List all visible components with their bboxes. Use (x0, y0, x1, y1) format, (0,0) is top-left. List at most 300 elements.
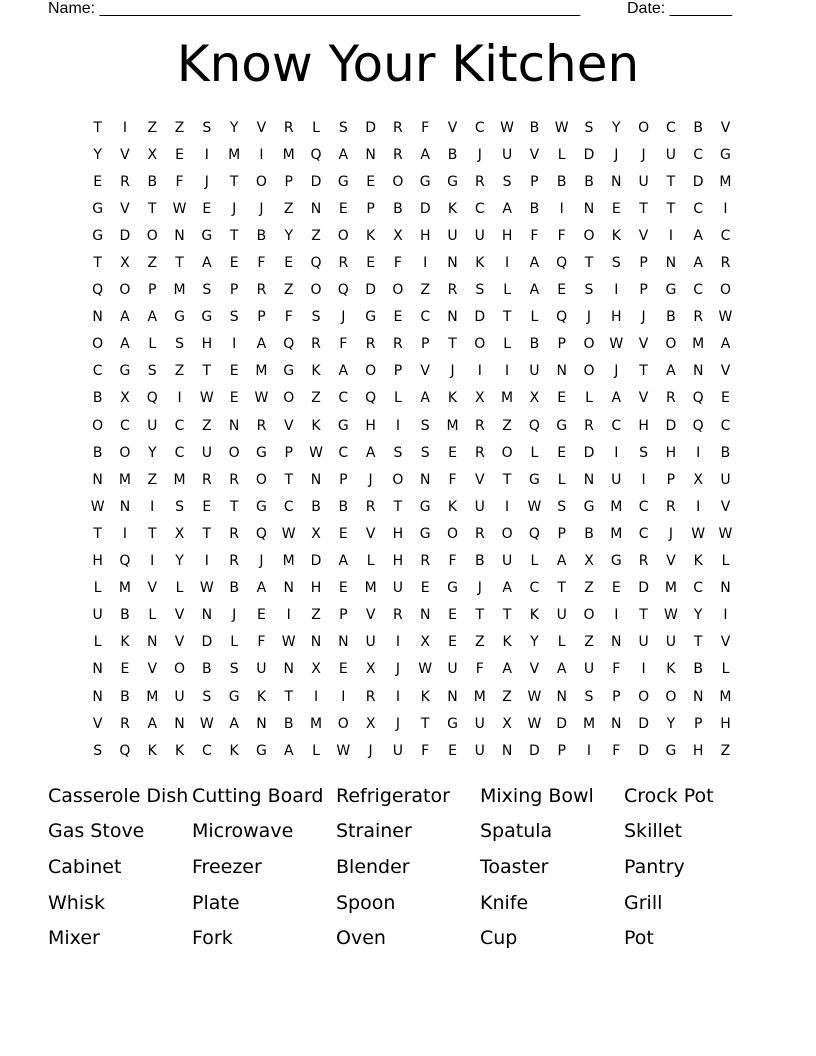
grid-letter: D (692, 173, 704, 190)
grid-letter: B (147, 173, 158, 190)
grid-letter: Y (93, 146, 102, 163)
grid-letter: E (448, 742, 457, 759)
grid-letter: I (232, 336, 237, 353)
grid-letter: H (310, 580, 322, 597)
grid-letter: G (419, 498, 431, 515)
grid-letter: U (256, 661, 267, 678)
grid-letter: C (120, 417, 130, 434)
word-bank-item: Strainer (336, 820, 412, 843)
grid-letter: H (638, 417, 649, 434)
grid-letter: M (664, 580, 677, 597)
grid-letter: Y (229, 119, 239, 136)
grid-letter: E (93, 173, 103, 190)
grid-letter: Q (692, 390, 704, 407)
grid-letter: D (638, 742, 649, 759)
grid-letter: T (284, 471, 293, 488)
grid-letter: I (723, 200, 728, 217)
grid-letter: U (474, 715, 485, 732)
word-bank-item: Spoon (336, 891, 396, 914)
grid-letter: T (639, 607, 648, 624)
grid-letter: R (365, 336, 376, 353)
grid-letter: R (229, 471, 239, 488)
grid-letter: R (393, 119, 403, 136)
grid-letter: C (201, 742, 212, 759)
grid-letter: G (447, 173, 458, 190)
grid-letter: D (201, 634, 213, 651)
grid-letter: I (395, 688, 400, 705)
grid-letter: G (256, 444, 267, 461)
grid-letter: N (147, 634, 158, 651)
grid-letter: N (447, 309, 458, 326)
grid-letter: E (229, 390, 239, 407)
grid-letter: O (337, 715, 349, 732)
grid-letter: Q (692, 417, 704, 434)
grid-letter: R (311, 336, 321, 353)
grid-letter: S (502, 173, 512, 190)
grid-letter: G (610, 553, 622, 570)
grid-letter: Z (174, 363, 185, 380)
grid-letter: Z (502, 417, 512, 434)
grid-letter: E (557, 444, 567, 461)
grid-letter: Z (147, 255, 158, 272)
grid-letter: V (638, 390, 649, 407)
grid-letter: O (501, 444, 513, 461)
grid-letter: G (228, 688, 240, 705)
grid-letter: P (393, 363, 403, 380)
word-bank-item: Casserole Dish (48, 784, 189, 807)
grid-letter: K (311, 363, 321, 380)
grid-letter: T (639, 200, 648, 217)
grid-letter: L (148, 336, 157, 353)
grid-letter: R (638, 553, 649, 570)
grid-letter: F (339, 336, 348, 353)
grid-letter: R (447, 282, 458, 299)
grid-letter: X (420, 634, 430, 651)
grid-letter: B (311, 498, 321, 515)
grid-letter: Q (310, 146, 322, 163)
grid-letter: D (638, 580, 649, 597)
grid-letter: C (665, 119, 676, 136)
grid-letter: H (92, 553, 103, 570)
grid-letter: Z (283, 282, 294, 299)
grid-letter: Q (92, 282, 104, 299)
grid-letter: T (666, 173, 676, 190)
grid-letter: L (503, 336, 511, 353)
grid-letter: P (366, 200, 375, 217)
grid-letter: W (527, 715, 542, 732)
grid-letter: Z (475, 634, 485, 651)
grid-letter: T (420, 715, 430, 732)
grid-letter: C (720, 227, 731, 244)
grid-letter: I (614, 444, 619, 461)
grid-letter: T (393, 498, 403, 515)
grid-letter: U (501, 553, 513, 570)
grid-letter: M (610, 498, 623, 515)
grid-letter: U (501, 146, 513, 163)
grid-letter: M (501, 390, 514, 407)
grid-letter: N (283, 580, 294, 597)
grid-letter: N (201, 607, 213, 624)
grid-letter: J (204, 173, 209, 190)
grid-letter: E (557, 390, 567, 407)
grid-letter: A (283, 742, 294, 759)
grid-letter: T (284, 688, 293, 705)
grid-letter: W (500, 119, 515, 136)
grid-letter: O (392, 282, 404, 299)
grid-letter: L (530, 553, 539, 570)
grid-letter: J (614, 363, 619, 380)
grid-letter: O (119, 444, 131, 461)
grid-letter: W (309, 444, 323, 461)
grid-letter: W (281, 634, 296, 651)
grid-letter: N (692, 363, 704, 380)
grid-letter: S (338, 119, 348, 136)
grid-letter: M (309, 715, 323, 732)
grid-letter: P (284, 444, 293, 461)
grid-letter: K (174, 742, 185, 759)
grid-letter: V (529, 146, 540, 163)
grid-letter: J (341, 309, 346, 326)
word-bank-item: Cutting Board (192, 784, 324, 807)
grid-letter: K (666, 661, 676, 678)
grid-letter: I (204, 553, 209, 570)
grid-letter: W (554, 119, 569, 136)
grid-letter: Z (584, 580, 594, 597)
grid-letter: U (392, 580, 404, 597)
grid-letter: S (420, 417, 430, 434)
grid-letter: F (612, 742, 621, 759)
grid-letter: I (505, 255, 510, 272)
grid-letter: O (719, 282, 731, 299)
grid-letter: U (529, 363, 540, 380)
grid-letter: F (175, 173, 184, 190)
grid-letter: G (119, 363, 131, 380)
grid-letter: T (502, 607, 512, 624)
grid-letter: A (120, 309, 130, 326)
grid-letter: F (557, 227, 566, 244)
grid-letter: L (721, 553, 730, 570)
grid-letter: J (232, 200, 237, 217)
grid-letter: B (556, 173, 567, 190)
grid-letter: A (420, 146, 430, 163)
grid-letter: I (641, 661, 646, 678)
word-bank-item: Refrigerator (336, 784, 450, 807)
grid-letter: B (120, 607, 130, 624)
grid-letter: R (256, 282, 267, 299)
grid-letter: M (282, 146, 295, 163)
grid-letter: M (118, 471, 131, 488)
grid-letter: J (586, 309, 592, 326)
grid-letter: P (420, 336, 430, 353)
grid-letter: N (310, 471, 322, 488)
grid-letter: B (584, 525, 594, 542)
grid-letter: F (257, 255, 266, 272)
grid-letter: H (419, 227, 431, 244)
grid-letter: L (366, 553, 375, 570)
grid-letter: I (341, 688, 346, 705)
grid-letter: Q (310, 255, 322, 272)
grid-letter: X (365, 661, 376, 678)
grid-letter: E (366, 255, 376, 272)
grid-letter: R (474, 525, 485, 542)
grid-letter: I (150, 553, 155, 570)
grid-letter: K (256, 688, 267, 705)
grid-letter: M (719, 688, 732, 705)
grid-letter: Y (666, 715, 676, 732)
grid-letter: Z (311, 607, 321, 624)
grid-letter: V (420, 363, 430, 380)
grid-letter: X (147, 146, 158, 163)
grid-letter: J (641, 146, 646, 163)
grid-letter: U (474, 742, 485, 759)
grid-letter: N (310, 634, 322, 651)
grid-letter: B (693, 661, 703, 678)
grid-letter: I (177, 390, 182, 407)
word-bank-item: Grill (624, 891, 663, 914)
grid-letter: S (147, 363, 157, 380)
grid-letter: J (477, 580, 482, 597)
grid-letter: M (173, 471, 186, 488)
grid-letter: U (92, 607, 103, 624)
word-bank-item: Toaster (480, 855, 549, 878)
grid-letter: L (557, 634, 566, 651)
grid-letter: R (120, 715, 130, 732)
grid-letter: E (448, 444, 457, 461)
grid-letter: B (202, 661, 212, 678)
grid-letter: T (93, 119, 102, 136)
grid-letter: C (720, 417, 731, 434)
grid-letter: A (666, 363, 676, 380)
grid-letter: I (586, 742, 592, 759)
grid-letter: A (529, 255, 540, 272)
grid-letter: R (474, 444, 485, 461)
grid-letter: R (420, 553, 431, 570)
grid-letter: X (174, 525, 185, 542)
grid-letter: W (336, 742, 351, 759)
grid-letter: V (365, 525, 376, 542)
grid-letter: S (584, 688, 594, 705)
grid-letter: T (93, 255, 102, 272)
grid-letter: K (420, 688, 430, 705)
grid-letter: E (393, 309, 403, 326)
grid-letter: J (368, 742, 373, 759)
grid-letter: T (584, 255, 594, 272)
grid-letter: N (447, 688, 458, 705)
grid-letter: M (692, 336, 705, 353)
grid-letter: N (365, 146, 376, 163)
grid-letter: U (474, 227, 485, 244)
grid-letter: U (447, 661, 458, 678)
grid-letter: N (92, 309, 103, 326)
grid-letter: O (119, 282, 131, 299)
grid-letter: F (612, 661, 621, 678)
grid-letter: N (256, 715, 267, 732)
grid-letter: V (174, 634, 185, 651)
grid-letter: W (718, 309, 733, 326)
grid-letter: C (174, 417, 185, 434)
grid-letter: L (312, 742, 320, 759)
grid-letter: F (448, 553, 457, 570)
grid-letter: N (501, 742, 513, 759)
grid-letter: A (229, 715, 239, 732)
grid-letter: K (502, 634, 512, 651)
grid-letter: E (175, 146, 184, 163)
grid-letter: E (284, 255, 294, 272)
grid-letter: O (392, 173, 404, 190)
grid-letter: E (338, 661, 348, 678)
grid-letter: R (338, 255, 349, 272)
grid-letter: C (611, 417, 622, 434)
grid-letter: U (638, 634, 649, 651)
grid-letter: I (122, 119, 128, 136)
grid-letter: O (665, 336, 677, 353)
grid-letter: F (284, 309, 293, 326)
grid-letter: N (611, 634, 622, 651)
grid-letter: V (720, 634, 731, 651)
grid-letter: A (502, 661, 512, 678)
grid-letter: V (720, 363, 731, 380)
grid-letter: S (229, 661, 239, 678)
grid-letter: A (611, 390, 622, 407)
grid-letter: N (692, 688, 704, 705)
grid-letter: P (284, 173, 293, 190)
grid-letter: K (529, 607, 539, 624)
grid-letter: X (120, 390, 130, 407)
grid-letter: V (174, 607, 185, 624)
grid-letter: Y (175, 553, 184, 570)
grid-letter: O (583, 363, 595, 380)
grid-letter: R (201, 471, 212, 488)
grid-letter: L (394, 390, 402, 407)
grid-letter: R (229, 525, 239, 542)
grid-letter: E (229, 255, 239, 272)
grid-letter: T (666, 200, 676, 217)
grid-letter: P (257, 309, 266, 326)
grid-letter: N (556, 688, 567, 705)
grid-letter: D (665, 417, 677, 434)
grid-letter: S (202, 119, 212, 136)
grid-letter: M (282, 553, 295, 570)
grid-letter: F (421, 742, 430, 759)
grid-letter: O (337, 227, 349, 244)
grid-letter: H (201, 336, 213, 353)
grid-letter: M (610, 525, 623, 542)
grid-letter: P (666, 471, 676, 488)
grid-letter: E (420, 580, 430, 597)
grid-letter: S (584, 282, 594, 299)
grid-letter: B (475, 553, 485, 570)
word-bank-item: Oven (336, 927, 386, 950)
grid-letter: U (611, 471, 622, 488)
grid-letter: V (147, 580, 158, 597)
grid-letter: R (256, 417, 267, 434)
grid-letter: R (283, 119, 294, 136)
grid-letter: U (392, 742, 404, 759)
grid-letter: N (92, 661, 103, 678)
grid-letter: M (228, 146, 241, 163)
grid-letter: A (502, 200, 512, 217)
grid-letter: D (556, 715, 568, 732)
grid-letter: D (583, 444, 595, 461)
grid-letter: V (638, 227, 649, 244)
grid-letter: M (364, 580, 377, 597)
grid-letter: D (529, 742, 540, 759)
header-row (0, 0, 816, 22)
grid-letter: E (202, 200, 212, 217)
grid-letter: C (92, 363, 103, 380)
word-bank-item: Mixing Bowl (480, 784, 594, 807)
grid-letter: Y (530, 634, 539, 651)
grid-letter: K (120, 634, 130, 651)
grid-letter: N (283, 661, 294, 678)
grid-letter: L (721, 661, 730, 678)
grid-letter: T (693, 634, 703, 651)
grid-letter: R (393, 607, 403, 624)
grid-letter: N (119, 498, 131, 515)
grid-letter: E (338, 525, 348, 542)
grid-letter: O (310, 282, 322, 299)
grid-letter: H (692, 742, 704, 759)
grid-letter: J (614, 146, 619, 163)
grid-letter: U (720, 471, 731, 488)
grid-letter: R (666, 390, 676, 407)
grid-letter: T (202, 363, 212, 380)
grid-letter: W (90, 498, 105, 515)
grid-letter: B (529, 200, 540, 217)
grid-letter: M (146, 688, 159, 705)
word-bank-item: Mixer (48, 927, 100, 950)
grid-letter: N (92, 688, 103, 705)
grid-letter: L (148, 607, 157, 624)
grid-letter: K (693, 553, 703, 570)
grid-letter: S (584, 119, 594, 136)
word-bank-item: Plate (192, 891, 240, 914)
grid-letter: M (582, 715, 596, 732)
grid-letter: Z (283, 200, 294, 217)
grid-letter: U (665, 634, 676, 651)
grid-letter: X (502, 715, 512, 732)
grid-letter: A (556, 553, 567, 570)
grid-letter: V (720, 498, 731, 515)
grid-letter: G (528, 471, 540, 488)
grid-letter: L (530, 309, 539, 326)
word-bank-item: Microwave (192, 820, 294, 843)
grid-letter: D (365, 282, 376, 299)
grid-letter: N (720, 580, 731, 597)
grid-letter: O (92, 417, 104, 434)
grid-letter: G (419, 173, 431, 190)
grid-letter: O (583, 607, 595, 624)
grid-letter: H (392, 525, 404, 542)
grid-letter: O (365, 363, 377, 380)
grid-letter: T (202, 525, 212, 542)
grid-letter: W (691, 525, 706, 542)
grid-letter: B (92, 444, 103, 461)
grid-letter: T (502, 471, 512, 488)
grid-letter: G (174, 309, 185, 326)
grid-letter: H (611, 309, 622, 326)
grid-letter: C (638, 498, 649, 515)
grid-letter: P (530, 173, 539, 190)
grid-letter: B (338, 498, 349, 515)
grid-letter: Q (556, 255, 568, 272)
grid-letter: L (530, 444, 539, 461)
grid-letter: I (286, 607, 291, 624)
grid-letter: L (175, 580, 184, 597)
word-bank-item: Whisk (48, 891, 106, 914)
grid-letter: I (668, 227, 673, 244)
grid-letter: K (366, 227, 376, 244)
